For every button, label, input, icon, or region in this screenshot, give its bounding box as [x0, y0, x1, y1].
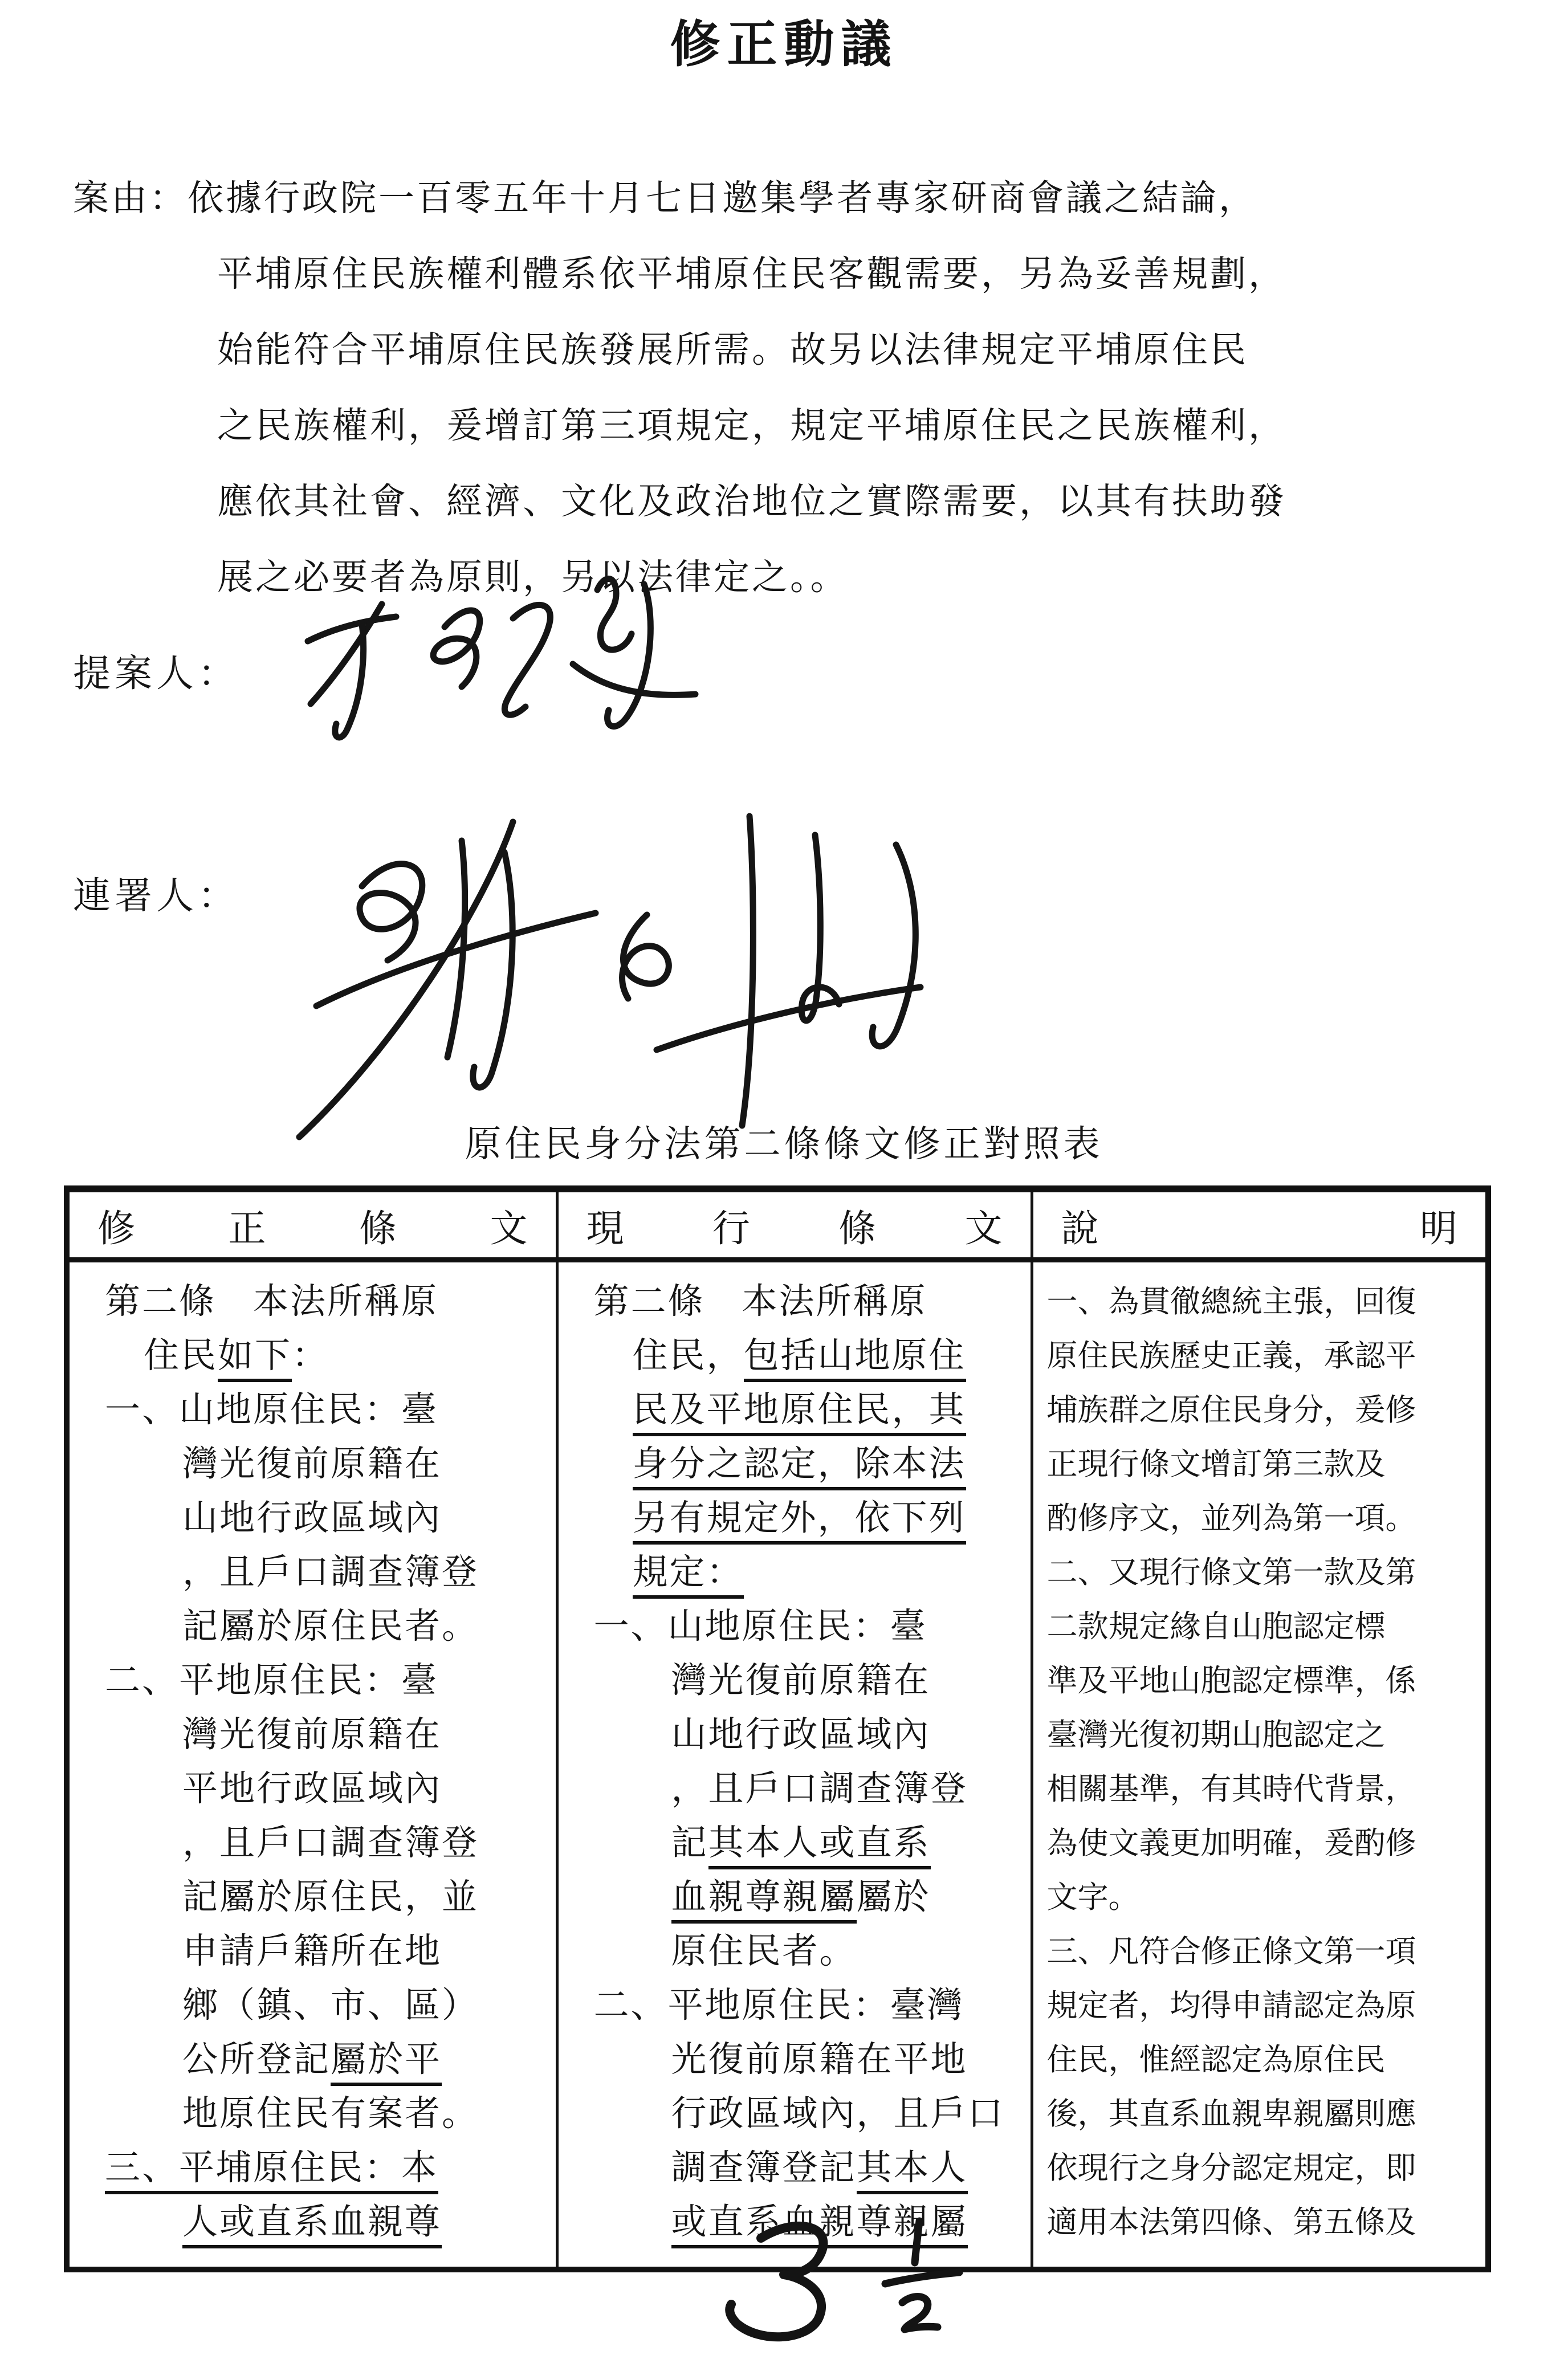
text-segment: 規定者，均得申請認定為原 [1046, 1989, 1416, 2023]
text-segment: 灣光復前原籍在 [671, 1661, 931, 1700]
amended-text-line [70, 1329, 556, 1383]
amended-text-line [70, 1492, 556, 1546]
text-segment: 住民 [144, 1337, 218, 1375]
explanation-line [1033, 1979, 1486, 2033]
text-segment: ，且戶口調查簿登 [182, 1553, 479, 1592]
column-header-explanation [1032, 1189, 1488, 1260]
current-text-line [559, 1275, 1031, 1329]
explanation-line [1033, 1925, 1486, 1979]
amended-text-line [70, 2195, 556, 2250]
explanation-line [1033, 1546, 1486, 1600]
text-segment: 正現行條文增訂第三款及 [1046, 1447, 1386, 1481]
header-char: 明 [1420, 1208, 1457, 1250]
text-segment: 記屬於原住民者。 [182, 1607, 479, 1646]
explanation-line [1033, 2141, 1486, 2195]
amended-text-line [70, 2141, 556, 2195]
explanation-line [1033, 2033, 1486, 2087]
text-segment: 一、為貫徹總統主張，回復 [1046, 1285, 1416, 1319]
amended-text-line [70, 1816, 556, 1871]
text-segment: ，且戶口調查簿登 [671, 1770, 968, 1808]
amended-text-line [70, 1708, 556, 1762]
amended-text-line [70, 1275, 556, 1329]
cosigner-label: 連署人： [73, 875, 239, 917]
current-text-line [559, 1329, 1031, 1383]
text-segment: 臺灣光復初期山胞認定之 [1046, 1718, 1386, 1752]
case-line: 案由：依據行政院一百零五年十月七日邀集學者專家研商會議之結論， [73, 178, 1257, 218]
current-text-line [559, 1654, 1031, 1708]
case-line: 應依其社會、經濟、文化及政治地位之實際需要，以其有扶助發 [217, 482, 1286, 521]
explanation-line [1033, 1762, 1486, 1816]
text-segment: 二、平地原住民：臺灣 [593, 1986, 964, 2025]
text-segment: 光復前原籍在平地 [671, 2040, 968, 2079]
current-text-line [559, 2141, 1031, 2195]
case-line: 展之必要者為原則，另以法律定之。。 [217, 557, 849, 597]
underlined-amendment-text: 身分之認定，除本法 [633, 1445, 966, 1490]
current-text-line [559, 1762, 1031, 1816]
text-segment: ，且戶口調查簿登 [182, 1824, 479, 1863]
column-header-amended [67, 1189, 557, 1260]
amended-text-line [70, 2033, 556, 2087]
text-segment: 一、山地原住民：臺 [105, 1391, 439, 1429]
text-segment: 二款規定緣自山胞認定標 [1046, 1610, 1386, 1644]
underlined-amendment-text: 民及平地原住民，其 [633, 1391, 966, 1436]
text-segment: ： [292, 1337, 329, 1375]
text-segment: 第二條 本法所稱原 [593, 1282, 927, 1321]
underlined-amendment-text: 包括山地原住 [744, 1337, 966, 1382]
header-char: 說 [1061, 1208, 1099, 1250]
case-section [73, 161, 1532, 616]
current-text-line [559, 1925, 1031, 1979]
explanation-line [1033, 1383, 1486, 1437]
text-segment: 二、又現行條文第一款及第 [1046, 1555, 1416, 1590]
case-label: 案由： [73, 178, 188, 218]
current-text-line [559, 1979, 1031, 2033]
header-char: 正 [228, 1208, 266, 1250]
underlined-amendment-text: 另有規定外，依下列 [633, 1499, 966, 1545]
header-char: 修 [97, 1208, 135, 1250]
text-segment: 文字。 [1046, 1880, 1139, 1914]
amended-text-cell [67, 1260, 557, 2270]
text-segment: 為使文義更加明確，爰酌修 [1046, 1826, 1416, 1860]
text-segment: 二、平地原住民：臺 [105, 1661, 439, 1700]
current-text-line [559, 1546, 1031, 1600]
underlined-amendment-text: 規定： [633, 1553, 744, 1599]
explanation-line [1033, 2195, 1486, 2250]
amended-text-line [70, 1546, 556, 1600]
amended-text-line [70, 2087, 556, 2141]
text-segment: 平地行政區域內 [182, 1770, 442, 1808]
current-text-line [559, 1492, 1031, 1546]
current-text-line [559, 1383, 1031, 1437]
cosigner-signature-2 [576, 809, 952, 1140]
amended-text-line [70, 1654, 556, 1708]
case-line: 平埔原住民族權利體系依平埔原住民客觀需要，另為妥善規劃， [217, 254, 1286, 294]
current-text-cell [557, 1260, 1032, 2270]
text-segment: 適用本法第四條、第五條及 [1046, 2205, 1416, 2239]
text-segment: 山地行政區域內 [671, 1716, 931, 1754]
explanation-line [1033, 1708, 1486, 1762]
comparison-table [64, 1185, 1491, 2272]
header-char: 文 [490, 1208, 528, 1250]
table-header-row [67, 1189, 1488, 1260]
text-segment: 一、山地原住民：臺 [593, 1607, 927, 1646]
text-segment: 申請戶籍所在地 [182, 1932, 442, 1971]
table-body-row [67, 1260, 1488, 2270]
explanation-line [1033, 1275, 1486, 1329]
text-segment: 後，其直系血親卑親屬則應 [1046, 2097, 1416, 2131]
text-segment: 埔族群之原住民身分，爰修 [1046, 1393, 1416, 1427]
amended-text-line [70, 1979, 556, 2033]
explanation-line [1033, 1600, 1486, 1654]
text-segment: 灣光復前原籍在 [182, 1716, 442, 1754]
text-segment: 酌修序文，並列為第一項。 [1046, 1501, 1416, 1535]
explanation-line [1033, 1437, 1486, 1492]
text-segment: 記 [671, 1824, 708, 1863]
amended-text-line [70, 1762, 556, 1816]
text-segment: 住民，惟經認定為原住民 [1046, 2043, 1386, 2077]
underlined-amendment-text: 人或直系血親尊 [182, 2203, 442, 2248]
table-title: 原住民身分法第二條條文修正對照表 [465, 1124, 1103, 1164]
current-text-line [559, 1708, 1031, 1762]
explanation-line [1033, 2087, 1486, 2141]
handwritten-page-number [675, 2214, 1006, 2351]
explanation-line [1033, 1492, 1486, 1546]
text-segment: 記屬於原住民，並 [182, 1878, 479, 1917]
header-char: 條 [838, 1208, 877, 1250]
text-segment: 公所登記 [182, 2040, 331, 2079]
underlined-amendment-text: 其本人 [857, 2149, 968, 2194]
current-text-line [559, 1600, 1031, 1654]
current-text-line [559, 1871, 1031, 1925]
text-segment: 住民， [632, 1337, 744, 1375]
underlined-amendment-text: 三、平埔原住民：本 [105, 2149, 438, 2194]
current-text-line [559, 1816, 1031, 1871]
text-segment: 第二條 本法所稱原 [105, 1282, 439, 1321]
text-segment: 灣光復前原籍在 [182, 1445, 442, 1484]
header-char: 文 [964, 1208, 1003, 1250]
text-segment: 調查簿登記 [671, 2149, 857, 2187]
current-text-line [559, 2087, 1031, 2141]
text-segment: 三、凡符合修正條文第一項 [1046, 1934, 1416, 1969]
text-segment: 鄉（鎮、市、區） [182, 1986, 479, 2025]
header-char: 現 [586, 1208, 624, 1250]
text-segment: 行政區域內，且戶口 [671, 2095, 1005, 2133]
case-line: 之民族權利，爰增訂第三項規定，規定平埔原住民之民族權利， [217, 406, 1286, 446]
text-segment: 原住民族歷史正義，承認平 [1046, 1339, 1416, 1373]
text-segment: 屬於 [856, 1878, 931, 1917]
header-char: 行 [712, 1208, 750, 1250]
text-segment: 準及平地山胞認定標準，係 [1046, 1664, 1416, 1698]
column-header-current [557, 1189, 1032, 1260]
underlined-amendment-text: 屬於平 [331, 2040, 442, 2086]
explanation-line [1033, 1654, 1486, 1708]
explanation-cell [1032, 1260, 1488, 2270]
underlined-amendment-text: 如下 [218, 1337, 292, 1382]
amended-text-line [70, 1437, 556, 1492]
explanation-line [1033, 1871, 1486, 1925]
proposer-signature [245, 564, 747, 764]
page-title: 修正動議 [670, 18, 898, 73]
explanation-line [1033, 1329, 1486, 1383]
amended-text-line [70, 1871, 556, 1925]
amended-text-line [70, 1383, 556, 1437]
text-segment: 原住民者。 [671, 1932, 857, 1971]
case-line: 始能符合平埔原住民族發展所需。故另以法律規定平埔原住民 [217, 330, 1248, 370]
current-text-line [559, 1437, 1031, 1492]
text-segment: 山地行政區域內 [182, 1499, 442, 1538]
underlined-amendment-text: 血親尊親屬 [671, 1878, 857, 1924]
text-segment: 相關基準，有其時代背景， [1046, 1772, 1416, 1806]
explanation-line [1033, 1816, 1486, 1871]
current-text-line [559, 2033, 1031, 2087]
underlined-amendment-text: 其本人或直系 [708, 1824, 931, 1869]
underlined-amendment-text: 或直系血親尊親屬 [671, 2203, 968, 2248]
proposer-label: 提案人： [73, 653, 239, 695]
amended-text-line [70, 1925, 556, 1979]
header-char: 條 [359, 1208, 397, 1250]
text-segment: 地原住民有案者。 [182, 2095, 479, 2133]
text-segment: 依現行之身分認定規定，即 [1046, 2151, 1416, 2185]
amended-text-line [70, 1600, 556, 1654]
